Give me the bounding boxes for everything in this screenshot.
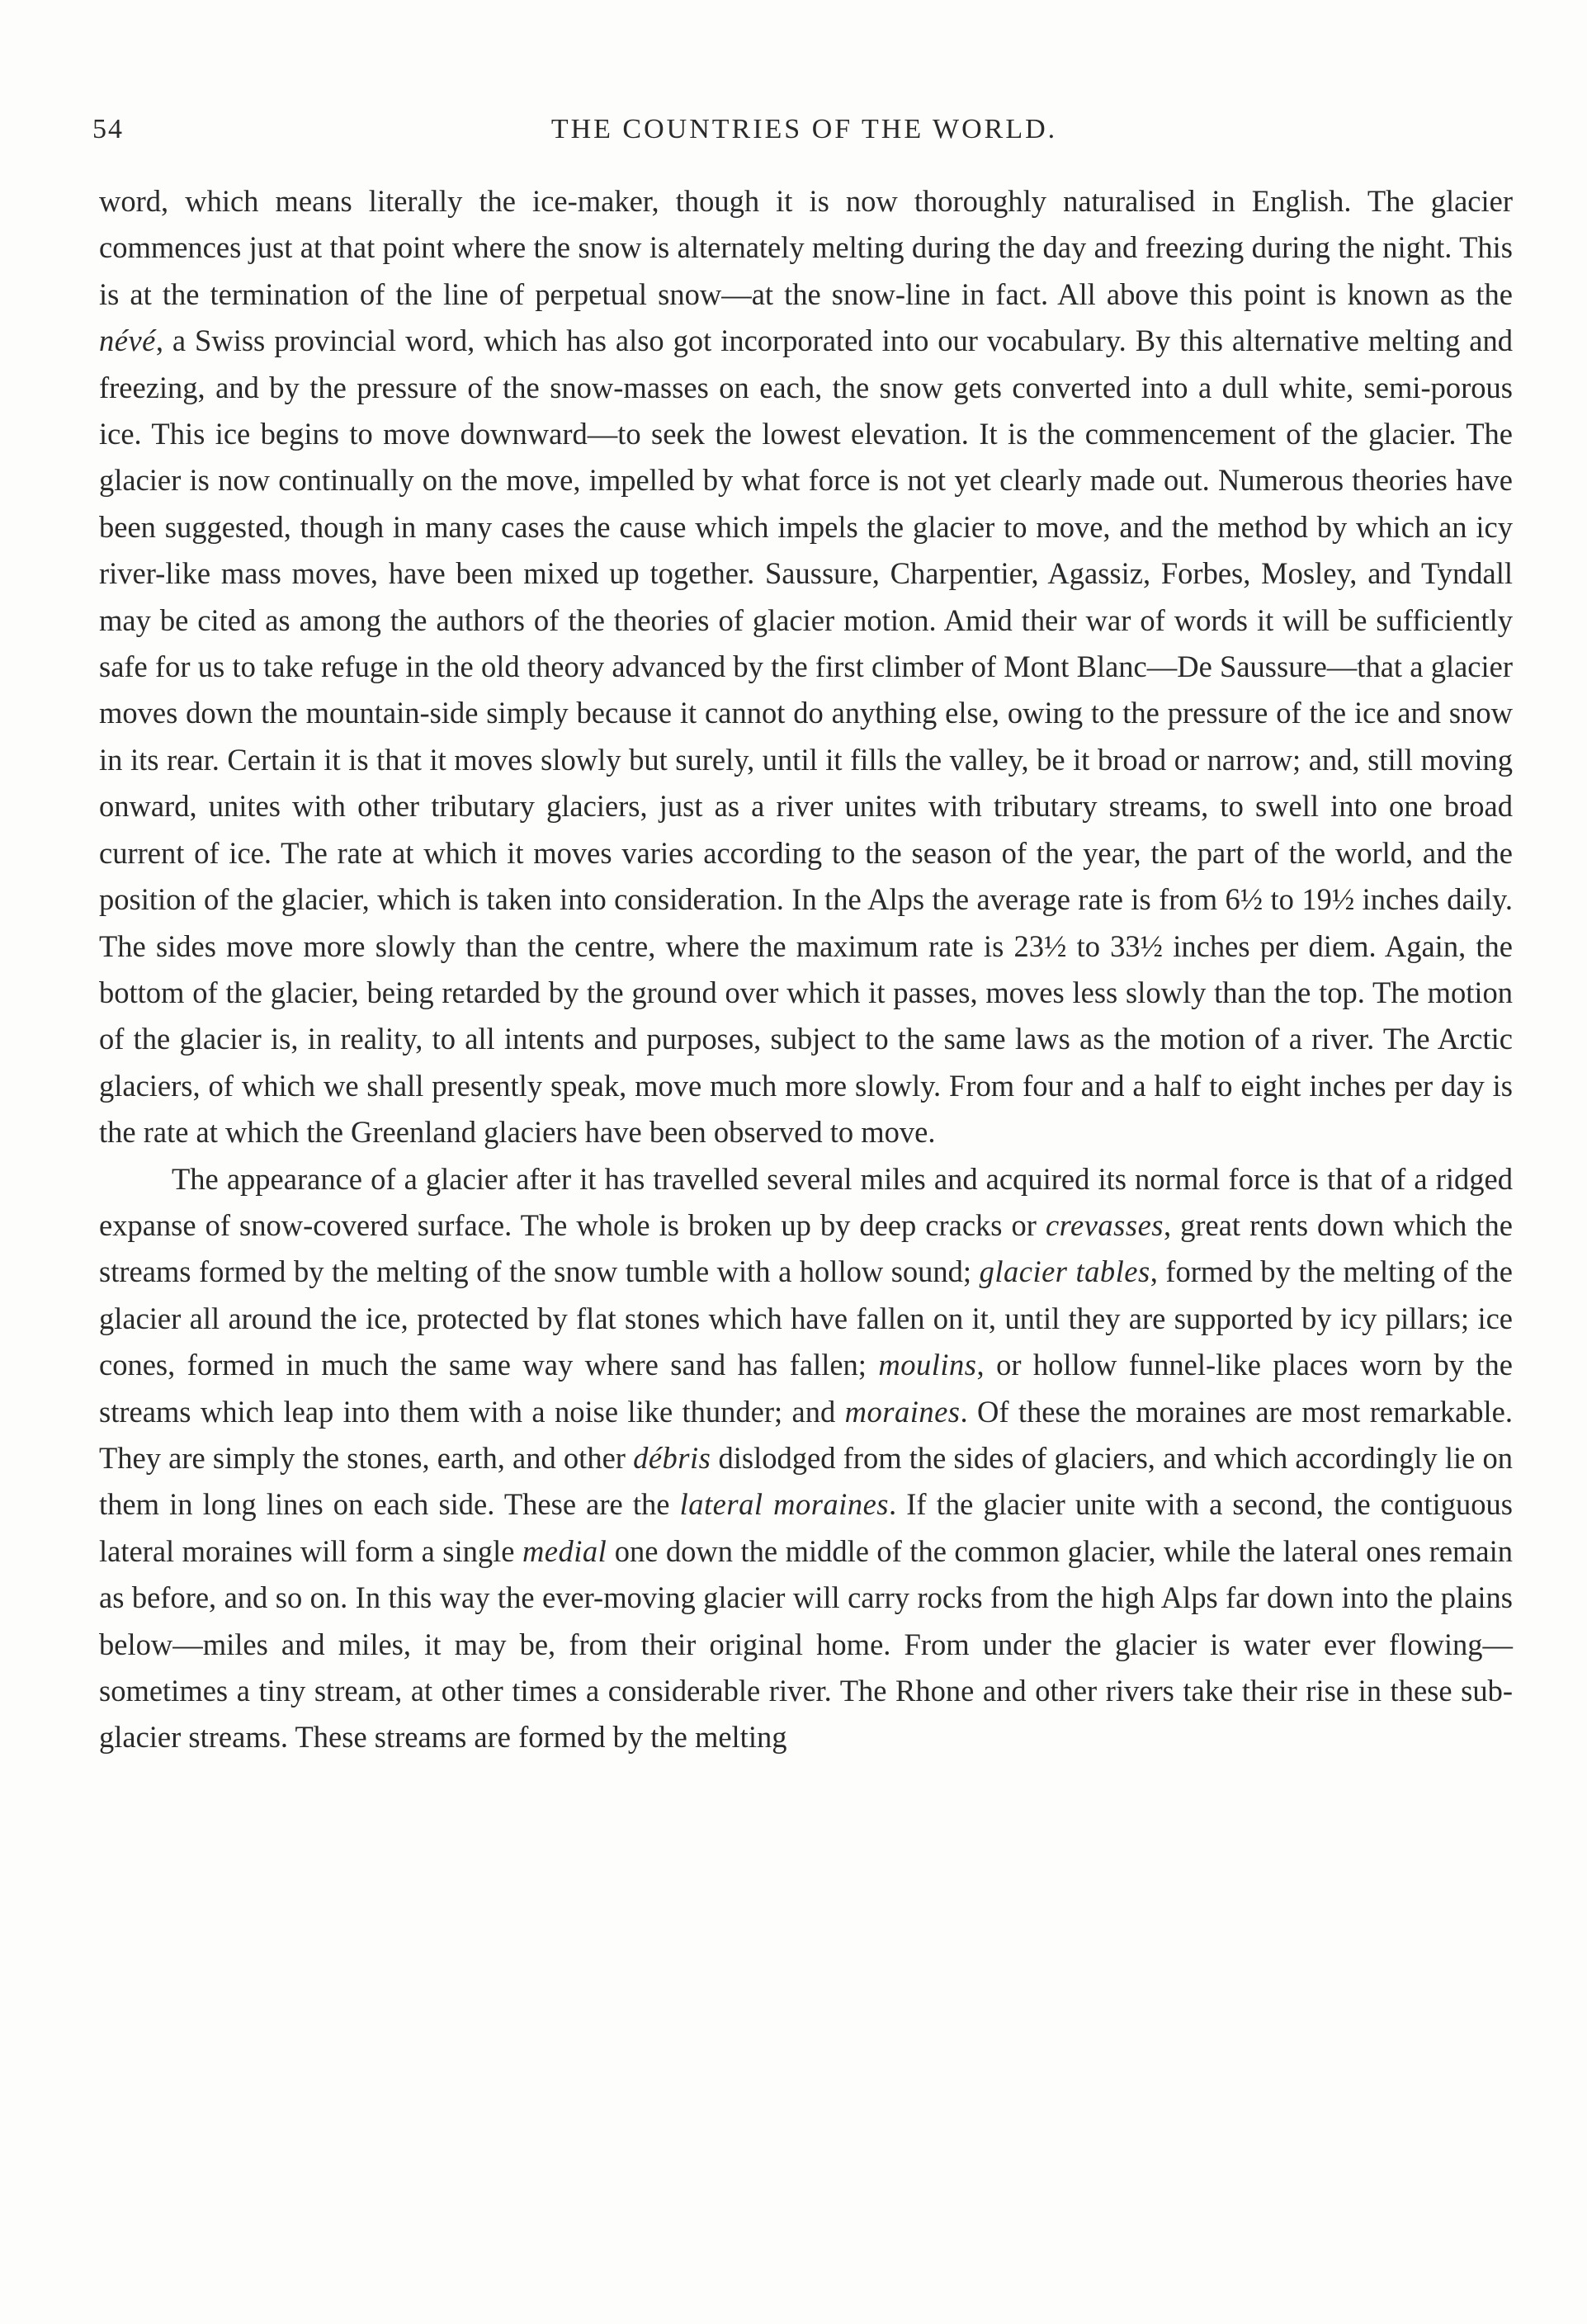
running-head <box>92 114 1516 155</box>
italic-term: crevasses <box>1045 1207 1164 1242</box>
text-run: word, which means literally the ice-maker, though it is now thoroughly naturalised in English. The glacier commences just at that point where the snow is alternately melting during the day and freezing during the night. This is at the termination of the line of perpetual snow—at the snow-line in fact. All above this point is known as the <box>99 184 1513 311</box>
text-run: , formed by the melting of the glacier all around the ice, protected by flat stones which have fallen on it, until they are supported by icy pillars; ice cones, formed in much the same way where sand has fallen; <box>99 1254 1514 1382</box>
text-run: one down the middle of the common glacier, while the lateral ones remain as before, and so on. In this way the ever-moving glacier will carry rocks from the high Alps far down into the plains below—miles and miles, it may be, from their original home. From under the glacier is water ever flowing—sometimes a tiny stream, at other times a considerable river. The Rhone and other rivers take their rise in these sub-glacier streams. These streams are formed by the melting <box>99 1533 1513 1755</box>
text-run: , great rents down which the streams formed by the melting of the snow tumble with a hollow sound; <box>99 1207 1513 1289</box>
text-run: The appearance of a glacier after it has travelled several miles and acquired its normal force is that of a ridged expanse of snow-covered surface. The whole is broken up by deep cracks or <box>99 1161 1513 1242</box>
italic-term: moraines <box>844 1394 961 1429</box>
italic-term: medial <box>522 1533 607 1568</box>
page-number: 54 <box>92 114 124 144</box>
paragraph <box>99 178 1513 1156</box>
text-run: dislodged from the sides of glaciers, and which accordingly lie on them in long lines on each side. These are the <box>99 1440 1514 1522</box>
running-title: THE COUNTRIES OF THE WORLD. <box>550 114 1058 144</box>
text-run: . Of these the moraines are most remarkable. They are simply the stones, earth, and other <box>99 1394 1514 1475</box>
text-run: . If the glacier unite with a second, the contiguous lateral moraines will form a single <box>99 1487 1513 1568</box>
italic-term: glacier tables <box>979 1254 1150 1289</box>
text-run: , a Swiss provincial word, which has also got incorporated into our vocabulary. By this alternative melting and freezing, and by the pressure of the snow-masses on each, the snow gets converted into a dull white, semi-porous ice. This ice begins to move downward—to seek the lowest elevation. It is the commencement of the glacier. The glacier is now continually on the move, impelled by what force is not yet clearly made out. Numerous theories have been suggested, though in many cases the cause which impels the glacier to move, and the method by which an icy river-like mass moves, have been mixed up together. Saussure, Charpentier, Agassiz, Forbes, Mosley, and Tyndall may be cited as among the authors of the theories of glacier motion. Amid their war of words it will be sufficiently safe for us to take refuge in the old theory advanced by the first climber of Mont Blanc—De Saussure—that a glacier moves down the mountain-side simply because it cannot do anything else, owing to the pressure of the ice and snow in its rear. Certain it is that it moves slowly but surely, until it fills the valley, be it broad or narrow; and, still moving onward, unites with other tributary glaciers, just as a river unites with tributary streams, to swell into one broad current of ice. The rate at which it moves varies according to the season of the year, the part of the world, and the position of the glacier, which is taken into consideration. In the Alps the average rate is from 6½ to 19½ inches daily. The sides move more slowly than the centre, where the maximum rate is 23½ to 33½ inches per diem. Again, the bottom of the glacier, being retarded by the ground over which it passes, moves less slowly than the top. The motion of the glacier is, in reality, to all intents and purposes, subject to the same laws as the motion of a river. The Arctic glaciers, of which we shall presently speak, move much more slowly. From four and a half to eight inches per day is the rate at which the Greenland glaciers have been observed to move. <box>99 324 1513 1150</box>
paragraph <box>99 1156 1513 1761</box>
italic-term: moulins <box>878 1348 977 1382</box>
body-text <box>99 178 1513 1761</box>
text-run: , or hollow funnel-like places worn by the streams which leap into them with a noise like thunder; and <box>99 1348 1513 1429</box>
italic-term: débris <box>633 1440 711 1475</box>
italic-term: lateral moraines <box>679 1487 889 1522</box>
italic-term: névé <box>99 324 156 358</box>
